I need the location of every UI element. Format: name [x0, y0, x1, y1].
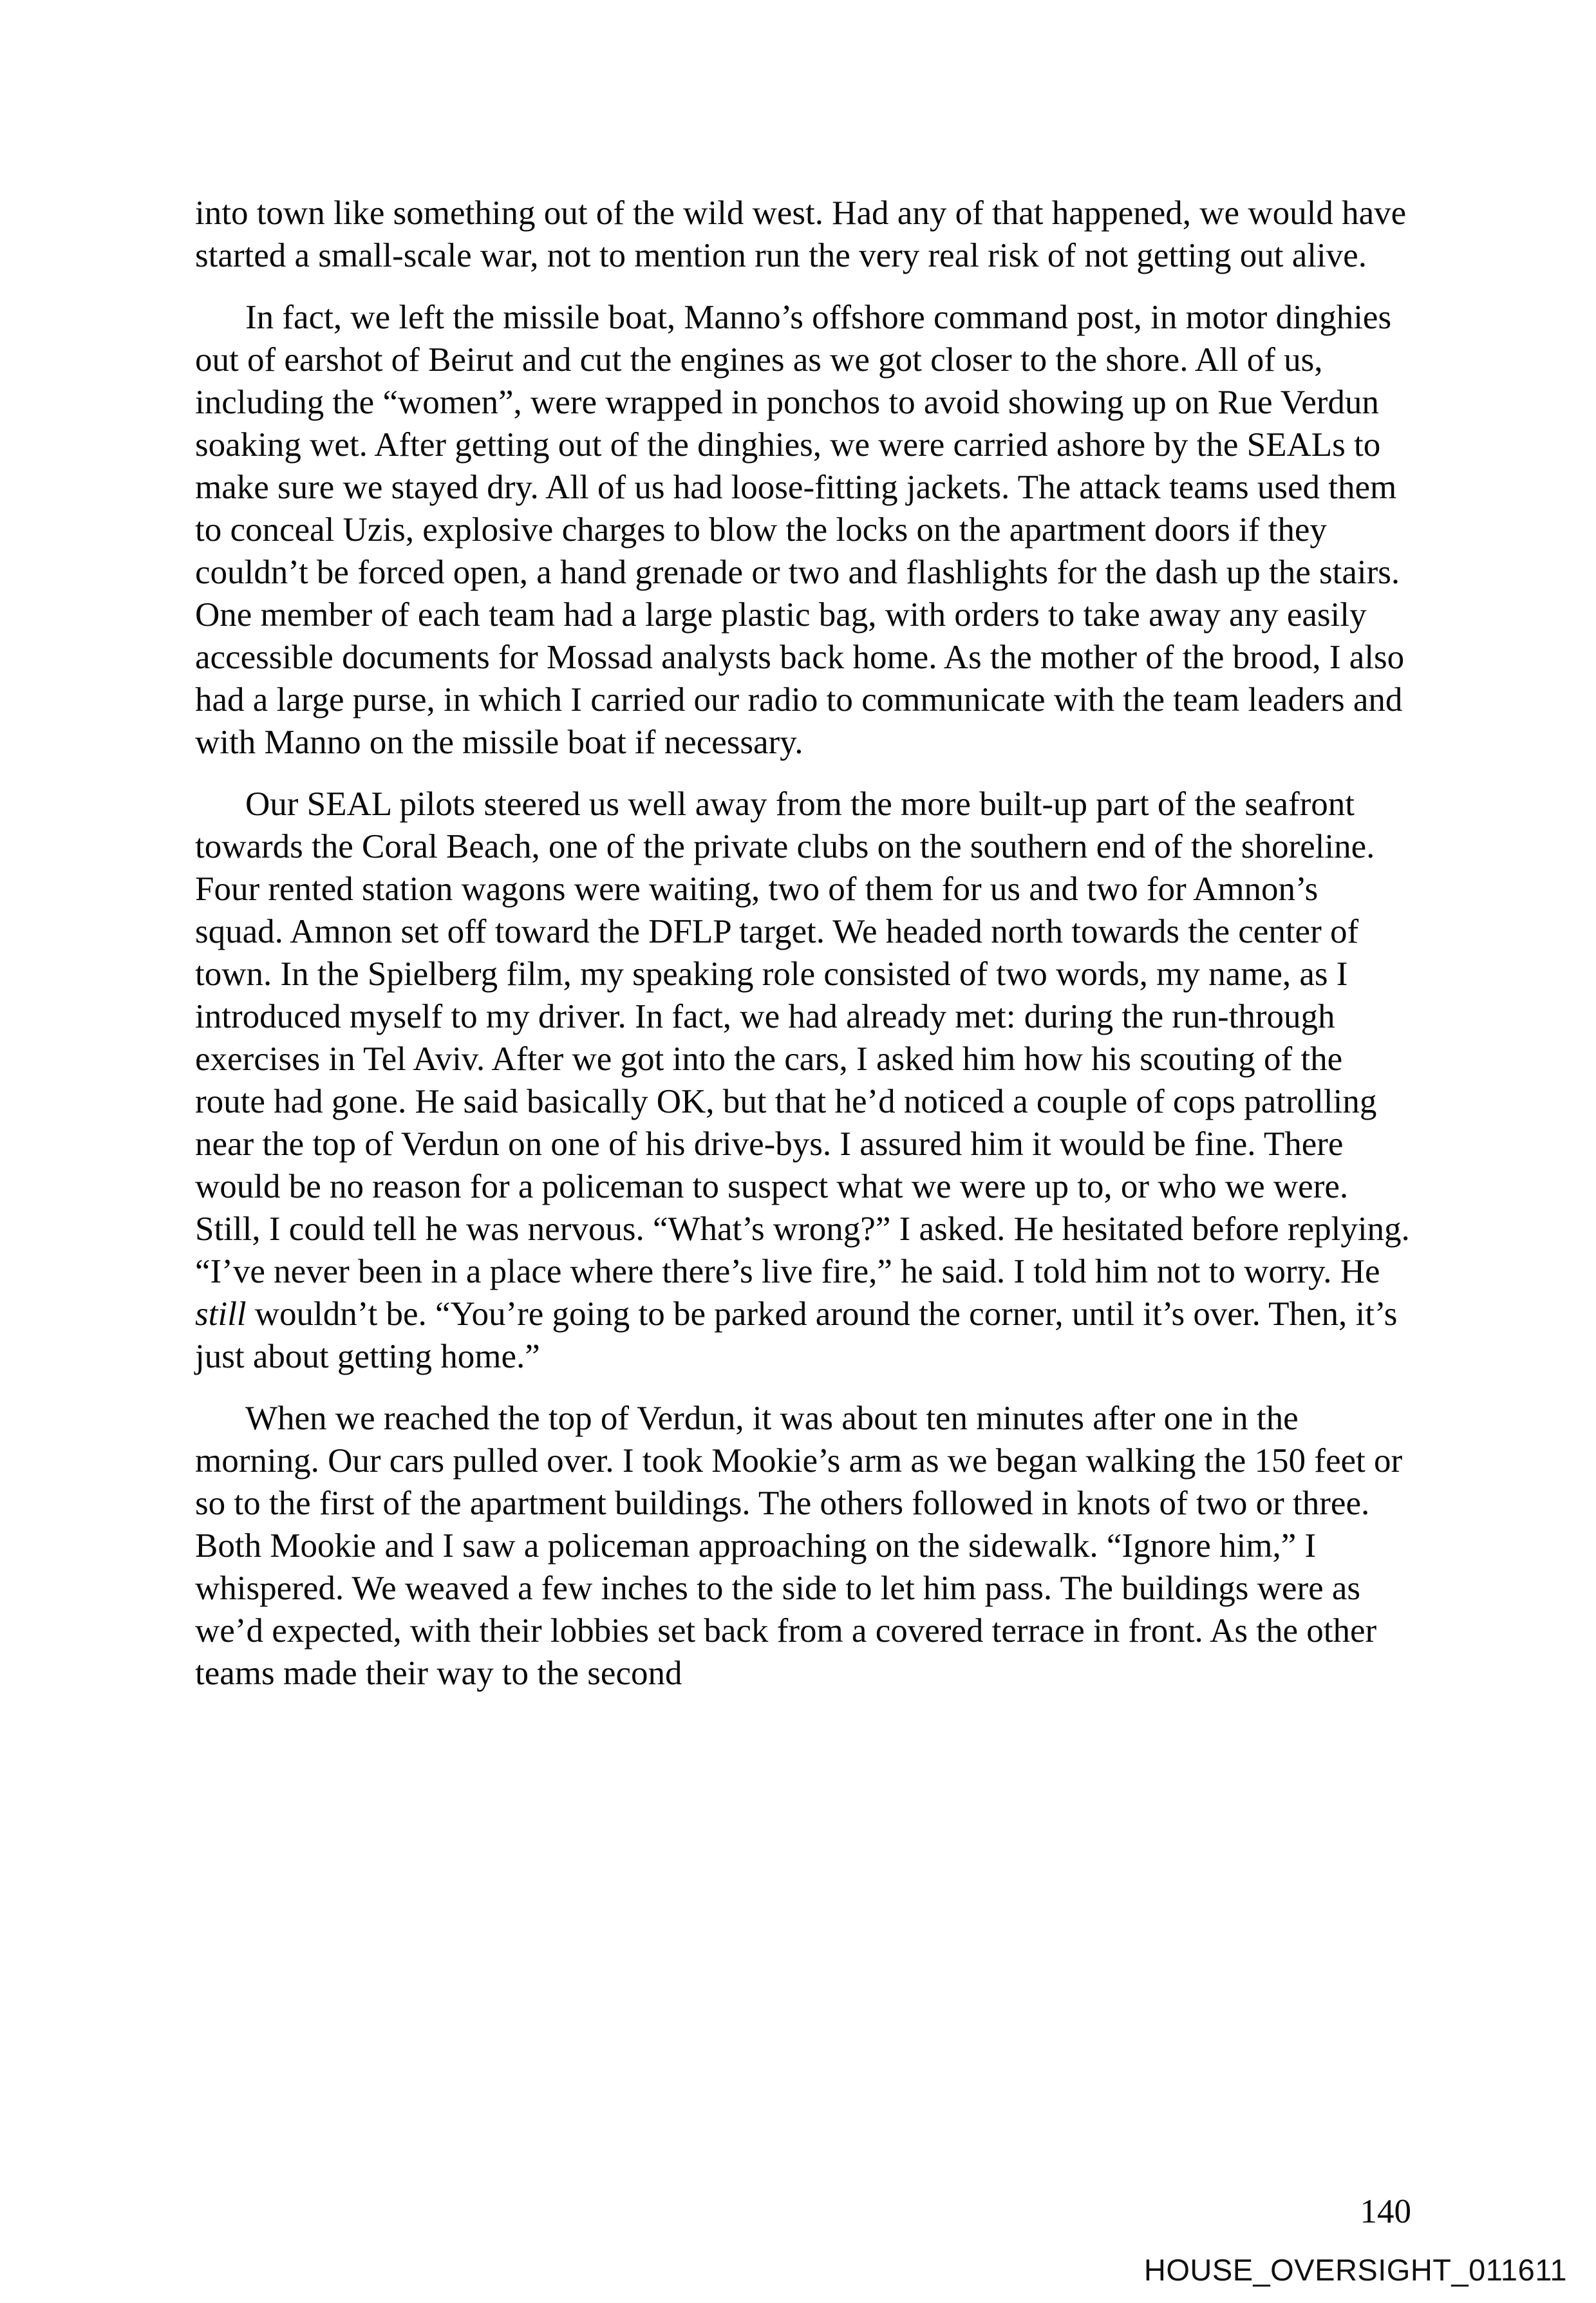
paragraph-text: wouldn’t be. “You’re going to be parked around the corner, until it’s over. Then, it’s just about getting home.”	[195, 1295, 1398, 1375]
page-number: 140	[1360, 2193, 1411, 2230]
body-paragraph: In fact, we left the missile boat, Manno’s offshore command post, in motor dinghies out of earshot of Beirut and cut the engines as we got closer to the shore. All of us, including the “women”, were wrapped in ponchos to avoid showing up on Rue Verdun soaking wet. After getting out of the dinghies, we were carried ashore by the SEALs to make sure we stayed dry. All of us had loose-fitting jackets. The attack teams used them to conceal Uzis, explosive charges to blow the locks on the apartment doors if they couldn’t be forced open, a hand grenade or two and flashlights for the dash up the stairs. One member of each team had a large plastic bag, with orders to take away any easily accessible documents for Mossad analysts back home. As the mother of the brood, I also had a large purse, in which I carried our radio to communicate with the team leaders and with Manno on the missile boat if necessary.	[195, 299, 1405, 761]
body-paragraph	[195, 783, 1411, 1378]
paragraph-text: Our SEAL pilots steered us well away from the more built-up part of the seafront towards the Coral Beach, one of the private clubs on the southern end of the shoreline. Four rented station wagons were waiting, two of them for us and two for Amnon’s squad. Amnon set off toward the DFLP target. We headed north towards the center of town. In the Spielberg film, my speaking role consisted of two words, my name, as I introduced myself to my driver. In fact, we had already met: during the run-through exercises in Tel Aviv. After we got into the cars, I asked him how his scouting of the route had gone. He said basically OK, but that he’d noticed a couple of cops patrolling near the top of Verdun on one of his drive-bys. I assured him it would be fine. There would be no reason for a policeman to suspect what we were up to, or who we were. Still, I could tell he was nervous. “What’s wrong?” I asked. He hesitated before replying. “I’ve never been in a place where there’s live fire,” he said. I told him not to worry. He	[195, 785, 1410, 1290]
body-paragraph: into town like something out of the wild west. Had any of that happened, we would have started a small-scale war, not to mention run the very real risk of not getting out alive.	[195, 194, 1407, 274]
body-paragraph: When we reached the top of Verdun, it was about ten minutes after one in the morning. Our cars pulled over. I took Mookie’s arm as we began walking the 150 feet or so to the first of the apartment buildings. The others followed in knots of two or three. Both Mookie and I saw a policeman approaching on the sidewalk. “Ignore him,” I whispered. We weaved a few inches to the side to let him pass. The buildings were as we’d expected, with their lobbies set back from a covered terrace in front. As the other teams made their way to the second	[195, 1400, 1403, 1692]
body-text-block	[195, 192, 1411, 1695]
italic-word: still	[195, 1295, 247, 1333]
bates-stamp: HOUSE_OVERSIGHT_011611	[1143, 2253, 1567, 2287]
